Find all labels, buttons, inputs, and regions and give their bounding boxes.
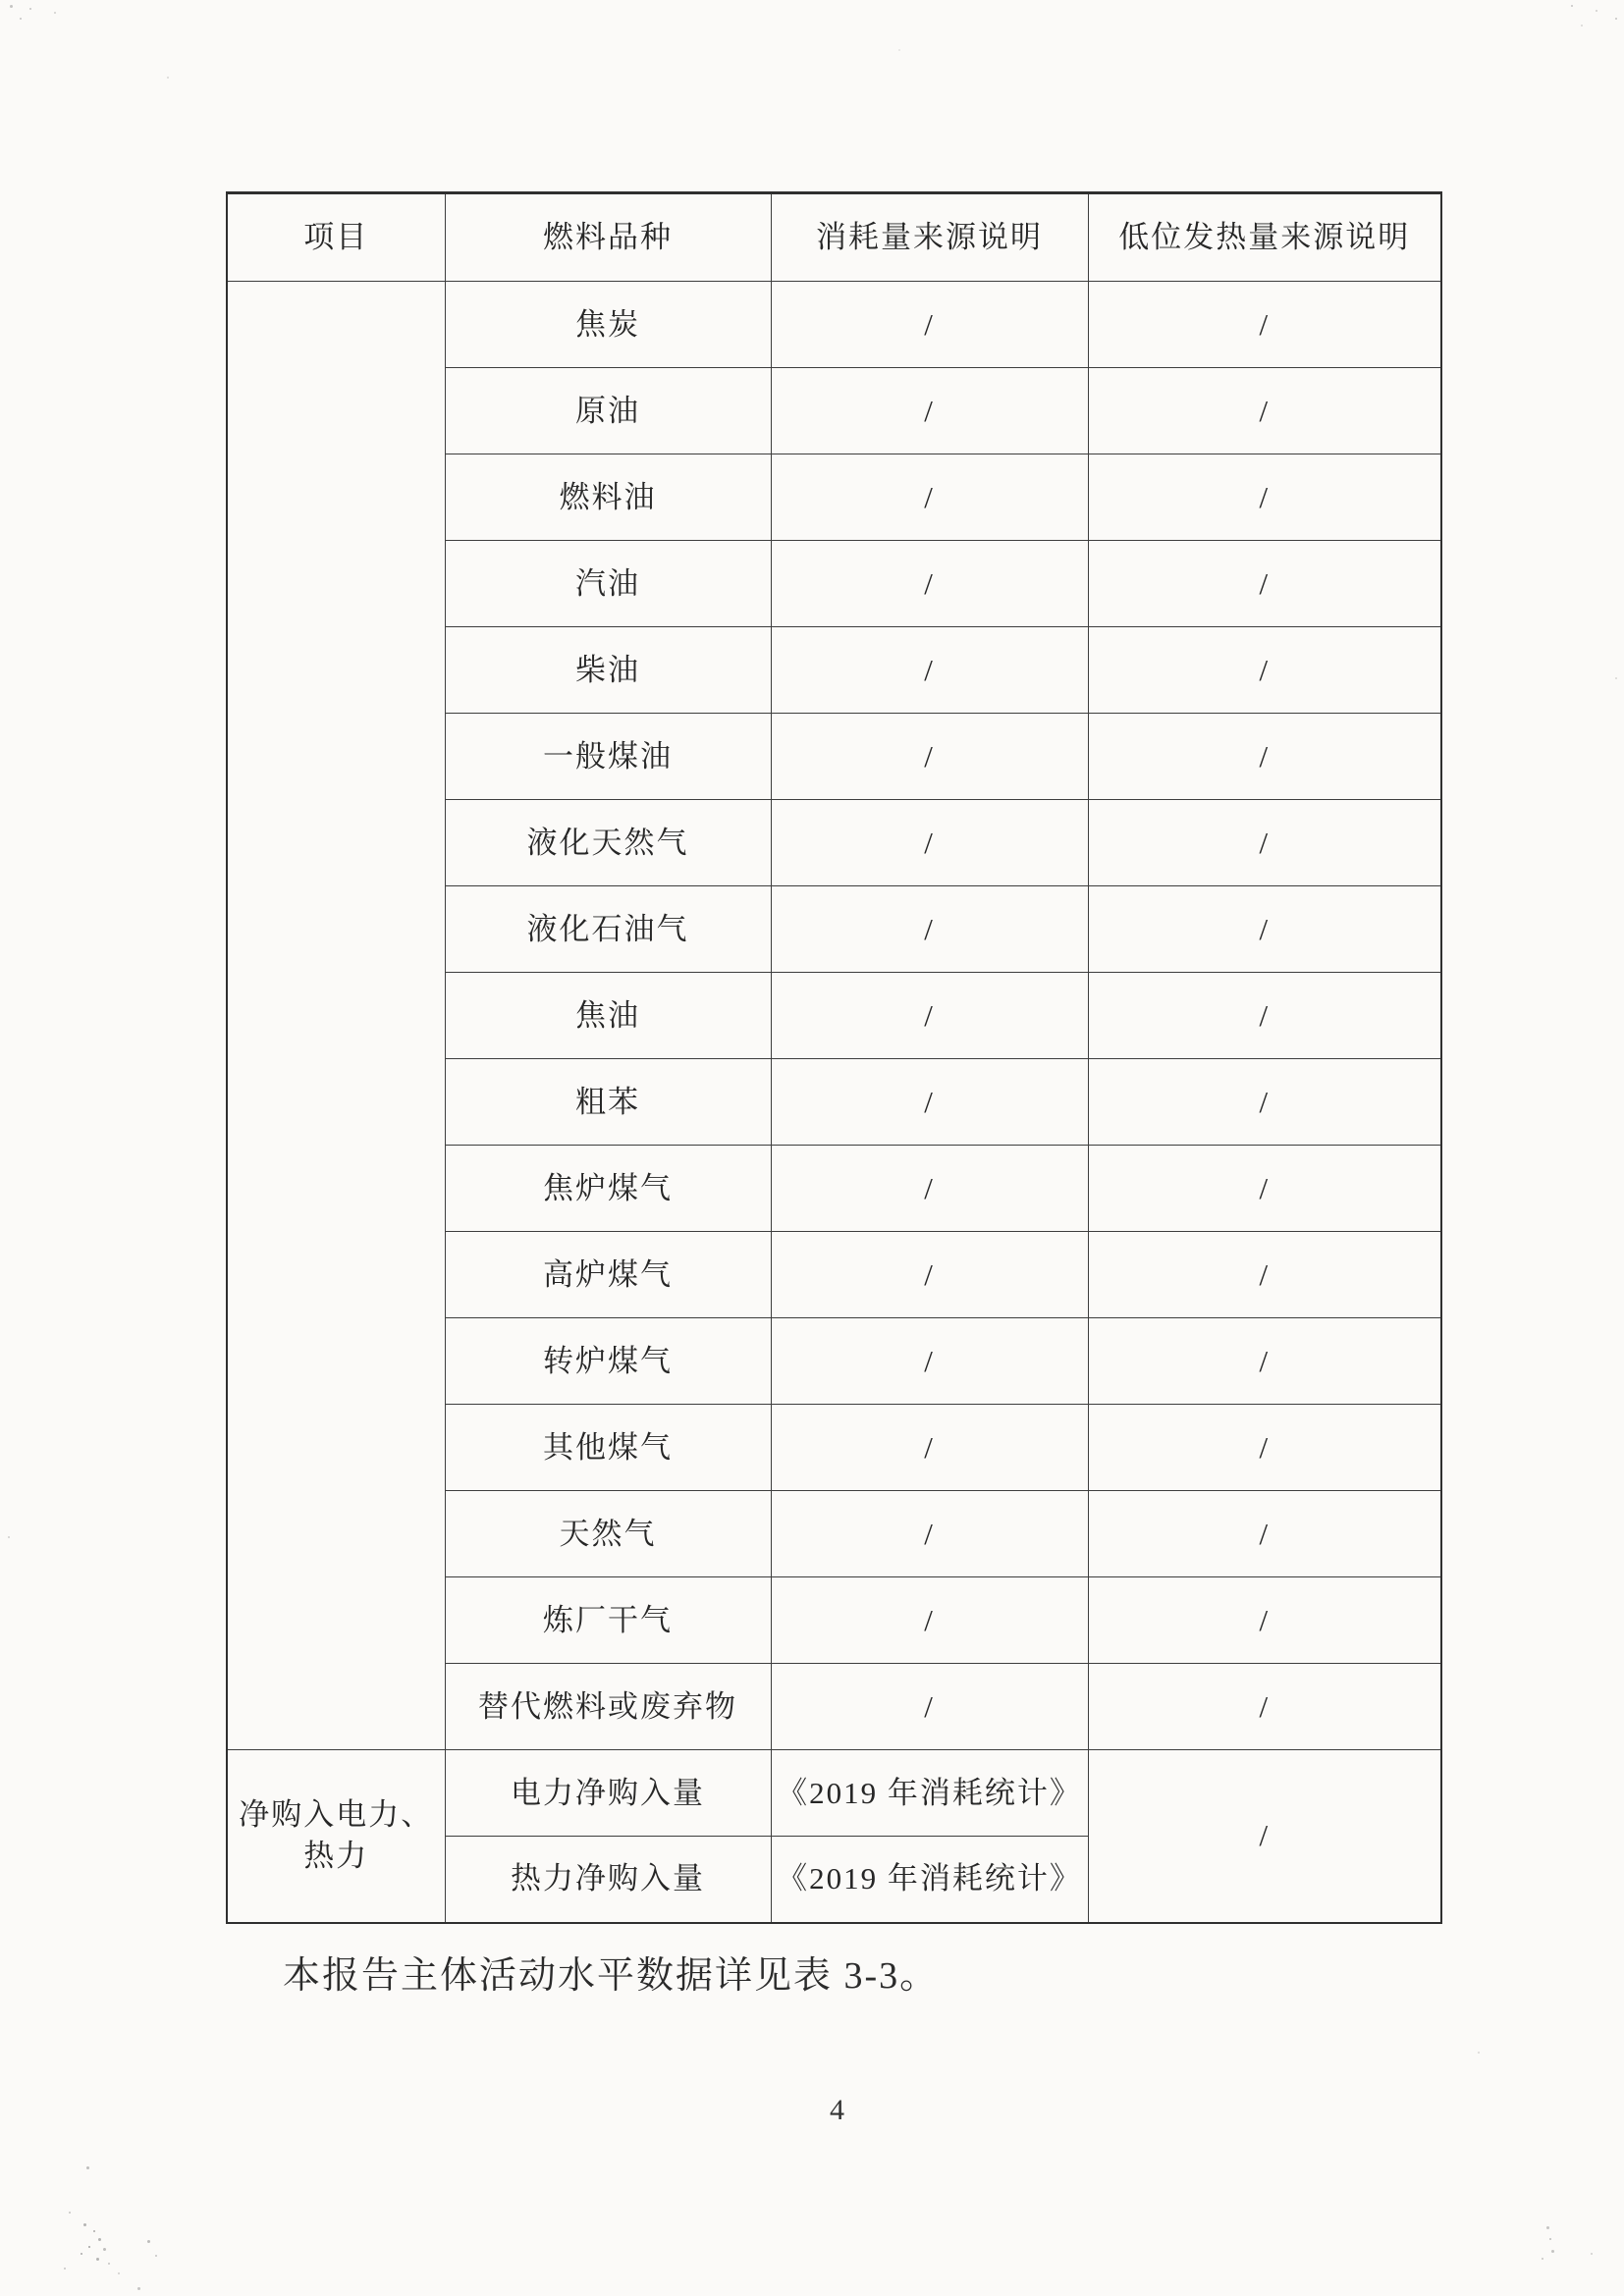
table-container xyxy=(226,191,1442,1924)
consumption-source-cell: / xyxy=(771,886,1088,973)
fuel-name-cell: 天然气 xyxy=(445,1491,771,1577)
table-header-body xyxy=(227,193,1441,282)
heating-value-source-cell: / xyxy=(1088,368,1441,454)
heating-value-source-cell: / xyxy=(1088,1577,1441,1664)
fuel-name-cell: 燃料油 xyxy=(445,454,771,541)
consumption-source-cell: / xyxy=(771,1232,1088,1318)
power-row xyxy=(227,1750,1441,1837)
fuel-name-cell: 液化石油气 xyxy=(445,886,771,973)
fuel-name-cell: 粗苯 xyxy=(445,1059,771,1146)
consumption-source-cell: / xyxy=(771,454,1088,541)
heating-value-source-cell: / xyxy=(1088,1059,1441,1146)
fuel-name-cell: 热力净购入量 xyxy=(445,1837,771,1923)
header-cell-heating-value-source: 低位发热量来源说明 xyxy=(1088,193,1441,282)
consumption-source-cell: 《2019 年消耗统计》 xyxy=(771,1837,1088,1923)
heating-value-source-cell: / xyxy=(1088,454,1441,541)
heating-value-source-cell: / xyxy=(1088,886,1441,973)
heating-value-source-cell: / xyxy=(1088,973,1441,1059)
heating-value-source-cell: / xyxy=(1088,1318,1441,1405)
fuel-name-cell: 液化天然气 xyxy=(445,800,771,886)
fuel-name-cell: 原油 xyxy=(445,368,771,454)
fuel-rows-body xyxy=(227,282,1441,1750)
consumption-source-cell: / xyxy=(771,282,1088,368)
footnote-text: 本报告主体活动水平数据详见表 3-3。 xyxy=(283,1955,940,1997)
fuel-name-cell: 高炉煤气 xyxy=(445,1232,771,1318)
item-cell-net-purchased-power-heat: 净购入电力、热力 xyxy=(227,1750,445,1923)
header-cell-item: 项目 xyxy=(227,193,445,282)
fuel-name-cell: 电力净购入量 xyxy=(445,1750,771,1837)
fuel-name-cell: 转炉煤气 xyxy=(445,1318,771,1405)
consumption-source-cell: / xyxy=(771,627,1088,714)
consumption-source-cell: / xyxy=(771,714,1088,800)
item-merged-empty-cell xyxy=(227,282,445,1750)
consumption-source-cell: / xyxy=(771,800,1088,886)
heating-value-source-cell: / xyxy=(1088,1232,1441,1318)
consumption-source-cell: / xyxy=(771,1318,1088,1405)
header-cell-consumption-source: 消耗量来源说明 xyxy=(771,193,1088,282)
heating-value-source-cell: / xyxy=(1088,627,1441,714)
consumption-source-cell: / xyxy=(771,1577,1088,1664)
consumption-source-cell: / xyxy=(771,1405,1088,1491)
consumption-source-cell: / xyxy=(771,1146,1088,1232)
header-row xyxy=(227,193,1441,282)
header-cell-fuel-type: 燃料品种 xyxy=(445,193,771,282)
fuel-data-table xyxy=(226,191,1442,1924)
fuel-name-cell: 替代燃料或废弃物 xyxy=(445,1664,771,1750)
fuel-name-cell: 其他煤气 xyxy=(445,1405,771,1491)
heating-value-source-cell: / xyxy=(1088,1664,1441,1750)
fuel-name-cell: 焦炭 xyxy=(445,282,771,368)
consumption-source-cell: / xyxy=(771,1664,1088,1750)
consumption-source-cell: / xyxy=(771,368,1088,454)
heating-value-source-cell: / xyxy=(1088,714,1441,800)
consumption-source-cell: / xyxy=(771,1059,1088,1146)
consumption-source-cell: / xyxy=(771,541,1088,627)
power-heat-section-body xyxy=(227,1750,1441,1923)
fuel-name-cell: 柴油 xyxy=(445,627,771,714)
page-number: 4 xyxy=(830,2094,844,2126)
fuel-name-cell: 焦油 xyxy=(445,973,771,1059)
heating-value-source-cell: / xyxy=(1088,800,1441,886)
fuel-name-cell: 一般煤油 xyxy=(445,714,771,800)
fuel-row xyxy=(227,282,1441,368)
fuel-name-cell: 焦炉煤气 xyxy=(445,1146,771,1232)
heating-value-source-cell: / xyxy=(1088,1146,1441,1232)
fuel-name-cell: 炼厂干气 xyxy=(445,1577,771,1664)
heating-value-source-cell: / xyxy=(1088,1491,1441,1577)
consumption-source-cell: / xyxy=(771,1491,1088,1577)
fuel-name-cell: 汽油 xyxy=(445,541,771,627)
heating-value-source-cell: / xyxy=(1088,282,1441,368)
consumption-source-cell: / xyxy=(771,973,1088,1059)
heating-value-source-cell: / xyxy=(1088,541,1441,627)
heating-value-source-cell: / xyxy=(1088,1405,1441,1491)
heating-value-source-merged-cell: / xyxy=(1088,1750,1441,1923)
consumption-source-cell: 《2019 年消耗统计》 xyxy=(771,1750,1088,1837)
